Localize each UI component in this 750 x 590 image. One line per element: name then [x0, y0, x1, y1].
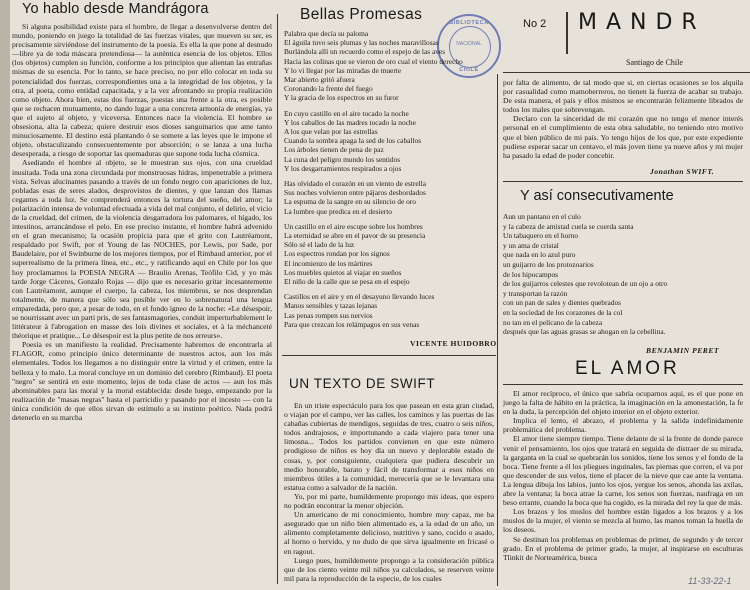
stamp-bottom-text: CHILE [459, 67, 479, 73]
poem-author: VICENTE HUIDOBRO [410, 339, 497, 348]
poem-line: La lumbre que predica en el desierto [284, 206, 392, 216]
poem-line: Sus noches volvieron entre pájaros desbordados [284, 188, 426, 198]
swift-signature: Jonathan SWIFT. [650, 167, 715, 176]
poem-stanza [284, 179, 498, 216]
swift-continuation-paragraph: Declaro con la sinceridad de mi corazón que no tengo el menor interés personal en el cumplimiento de esta obra saludable, no teniendo otro motivo que el bien público de mi país. Yo tengo hijos de los que, por este expediente pudiese esperar sacar un centavo, el más joven tiene ya nueve años y mi mujer ha pasado la edad de poder concebir. [503, 114, 743, 160]
poem-stanza [284, 109, 498, 173]
swift-title: UN TEXTO DE SWIFT [289, 376, 436, 391]
poem-line: Y lo vi llegar por las miradas de muerte [284, 65, 402, 75]
place-line: Santiago de Chile [626, 58, 683, 67]
poem-line: Cuando la sombra apaga la sed de los caballos [284, 136, 422, 146]
amor-paragraph: Los brazos y los muslos del hombre están ligados a los brazos y a los muslos de la mujer, el viento se mezcla al humo, las manos toman la huella de los deseos. [503, 507, 743, 535]
swift-continuation-paragraph: por falta de alimento, de tal modo que si, en ciertas ocasiones se los alquila por casualidad como mamoberreros, no tienen la fuerza de acabar su trabajo. De esta manera, el país y ellos mismos se encontrarán felizmente librados de todos los males que sobrevengan. [503, 78, 743, 115]
consecutivo-title: Y así consecutivamente [520, 188, 674, 204]
poem-line: Mar abierto gritó afuera [284, 75, 355, 85]
poem-line: La cuna del pelígro mundo los sentidos [284, 154, 401, 164]
consecutivo-line: Aun un pantano en el culo [503, 212, 581, 221]
amor-rule [503, 384, 743, 385]
poem-line: La eternidad se abre en el pavor de su presencia [284, 231, 426, 241]
poem-line: Palabra que decía su paloma [284, 29, 369, 38]
poem-line: Burlándola allí un recuerdo como el espejo de las aves [284, 47, 446, 57]
poem-stanza [284, 292, 498, 329]
amor-title: EL AMOR [575, 358, 680, 379]
poem-line: Has olvidado el corazón en un viento de estrella [284, 179, 427, 189]
poem-line: En cuyo castillo en el aire tocado la noche [284, 108, 409, 118]
poem-line: Las penas rompen sus nervios [284, 310, 373, 320]
poem-line: Los muebles quietos al viajar en sueños [284, 267, 402, 277]
right-rule-1 [503, 181, 743, 182]
swift-top-rule [282, 355, 496, 356]
stamp-top-text: BIBLIOTECA [449, 20, 489, 26]
column-rule-1 [277, 14, 278, 584]
consecutivo-line: no tan en el pelícano de la cabeza [503, 317, 603, 327]
consecutivo-line: y la cabeza de amistad cuela se cuerda santa [503, 221, 634, 231]
left-column-title: Yo hablo desde Mandrágora [22, 1, 209, 17]
swift-paragraph: Un americano de mi conocimiento, hombre muy capaz, me ha asegurado que un niño bien alimentado es, a la edad de un año, un alimento completamente delicioso, nutritivo y sano, cocido o asado, al horno o hervido, y no dudo de que sirva igualmente en fricasé o en ragout. [284, 510, 494, 556]
poem-line: Manos sensibles y tazas lejanas [284, 301, 378, 311]
poem-line: El águila tuvo seis plumas y las noches maravillosas [284, 38, 439, 48]
consecutivo-line: de los hipocampos [503, 269, 559, 279]
amor-text [503, 389, 743, 587]
swift-paragraph: En un triste espectáculo para los que pasean en esta gran ciudad, o viajan por el campo, ver las calles, los caminos y las puertas de las cabañas cubiertas de mendigos, seguidas de tres, cuatro o seis niños, todos andrajosos, e importunando a cada viajero para tener una limosna... Todos los partidos convienen en que este número prodigioso de niños es hoy día un nuevo y deplorable estado de cosas, y, por consiguiente, cualquiera que pudiera descubrir un medio honorable, barato y fácil de transformar a esos niños en miembros útiles a la comunidad, merecería que se le levantara una estatua como a salvador de la nación. [284, 401, 494, 492]
consecutivo-line: Un tabaquero en el horno [503, 231, 579, 241]
poem-line: Un castillo en el aire escupe sobre los hombres [284, 221, 423, 231]
poem-line: Los espectros rondan por los signos [284, 249, 390, 259]
issue-number: No 2 [523, 18, 547, 30]
consecutivo-line: después que las aguas grasas se ahogan en la cebellina. [503, 327, 666, 337]
left-paragraph: Si alguna posibilidad existe para el hombre, de llegar a desenvolverse dentro del mundo, poniendo en juego la totalidad de las fuerzas vitales, que mueven su ser, es precisamente sirviéndose del instrumento de la poesía. Es ella la que pone al desnudo —libre ya de toda máscara pretendiosa— la auténtica esencia de los objetos. Ellos (los objetos) cumplen su función, conforme a los principios que alientan las entrañas mismas de su esencia. Por lo tanto, se hace preciso, no por ello colocar en toda su potencialidad dos fuerzas, correspondientes una a la integridad de los objetos, y la otra, al poeta, como entidad capacitada, y a la vez afrontando su propia realización como objeto. Ahora bien, estas dos fuerzas, puestas una frente a la otra, es posible que se rechacen mutuamente, no dando lugar a una concreta armonía de energías, ya que el sujeto al objeto, y viceversa. Entonces nace la violencia. El hombre se obsesiona, alta la cabeza; quiere destruir esos dioses sanguinarios que ame tanto minuciosamente. El destino está plantando ó se somete a las leyes que le impone el objeto, obstaculizando consecuentemente por absorción; o se lanza a una lucha desesperada, a riesgo de soportar las quemaduras que supone toda lucha cósmica. [12, 22, 272, 159]
consecutivo-line: que nada en lo azul puro [503, 250, 576, 260]
poem-stanza [284, 222, 498, 286]
page-fold-edge [0, 0, 10, 590]
swift-paragraph: Yo, por mi parte, humildemente propongo mis ideas, que espero no podrán encontrar la menor objeción. [284, 491, 494, 511]
left-column-text [12, 22, 272, 588]
poem-line: Los árboles tienen de pena de paz [284, 145, 384, 155]
amor-paragraph: Se destinan los problemas en problemas de primer, de segundo y de tercer grado. En el problema de primer grado, la mujer, al inspirarse en esculturas Tlinkit de Norteamérica, busca [503, 534, 743, 562]
swift-continuation [503, 78, 743, 164]
pencil-catalog-mark: 11-33-22-1 [688, 576, 732, 586]
masthead-divider [566, 12, 568, 54]
consecutivo-line: con un pan de sales y dientes quebrados [503, 298, 622, 308]
consecutivo-line: y un ama de cristal [503, 240, 559, 250]
consecutivo-body [503, 212, 743, 350]
masthead-rule [503, 72, 750, 73]
poem-line: Coronando la frente del fuego [284, 84, 373, 94]
poem-line: El niño de la calle que se pesa en el espejo [284, 277, 410, 287]
consecutivo-line: un guijarro de los protozoarios [503, 259, 594, 269]
poem-title: Bellas Promesas [300, 6, 423, 23]
consecutivo-author: BENJAMIN PERET [646, 346, 720, 355]
swift-text [284, 401, 494, 589]
amor-paragraph: El amor recíproco, el único que sabría ocuparnos aquí, es el que pone en juego la falta de hábito en la práctica, la imaginación en la amonestación, la fe en la duda, la percepción del objeto interior en el objeto exterior. [503, 389, 743, 417]
left-paragraph: Poesía es un manifiesto la realidad. Precisamente habremos de encontrarla al FLAGOR, como principio único determinante de nuestros actos, aun los más elementales. Todos los llegamos a no distinguir entre la virtud y el crimen, entre la belleza y lo malo. La moral concluye en un dominio del cerebro (Rimbaud). El poeta "negro" se sentirá en este momento, lejos de toda clase de actos — aun los más abominables para las moral y la moral establecida: desde luego, empezando por la realización de "masas negras" hasta el parricidio y pasando por el incesto — con la única condición de que ellos sirvan de estímulo a su instinto poético. Nada podrá detenerlo en su marcha [12, 340, 272, 423]
poem-line: A los que velan por las estrellas [284, 127, 378, 137]
consecutivo-line: de los guijarros celestes que revolotean de un ojo a otro [503, 279, 668, 289]
poem-stanza [284, 29, 498, 103]
poem-line: Y los caballos de las madres tocado la noche [284, 117, 416, 127]
poem-line: Y la gracia de los espectros en su furor [284, 93, 399, 103]
poem-line: La espuma de la sangre en su silencio de oro [284, 197, 416, 207]
poem-line: El incomienzo de los mártires [284, 258, 373, 268]
poem-line: Castillos en el aire y en el desayuno llevando luces [284, 292, 435, 302]
amor-paragraph: Implica el lento, el abrazo, el problema y la salida indefinidamente problemática del problema. [503, 416, 743, 435]
amor-paragraph: El amor tiene siempre tiempo. Tiene delante de sí la frente de donde parece venir el pensamiento, los ojos que tratará en seguida de distraer de su mirada, la garganta en la cual se quebrarán los sonidos, tiene los senos y el fondo de la boca. Tiene frente a él los pliegues inguinales, las piernas que corren, el va por que descender de sus velos, tiene el placer de la nieve que cae ante la ventana. La lengua dibuja los labios, junto los ojos, yergue los senos, ahonda las axilas, abre la ventana; la boca atrae la carne, los senos son fuerzas, naufraga en un beso errante, cuando la boca que ha cogido, es la mirada del rey la que de más. [503, 434, 743, 508]
consecutivo-line: y transportan la razón [503, 288, 568, 298]
poem-line: Para que crezcan los relámpagos en sus venas [284, 319, 420, 329]
swift-paragraph: Luego pues, humildemente propongo a la consideración pública que de los ciento veinte mil niños ya calculados, se reserven veinte mil para la reproducción de la especie, de los cuales [284, 555, 494, 583]
poem-line: Sólo sé el lado de la luz [284, 240, 355, 250]
consecutivo-line: en la sociedad de los corazones de la col [503, 307, 623, 317]
poem-line: Y los desgarramientos respirados a ojos [284, 163, 402, 173]
masthead-title: MANDR [578, 10, 706, 35]
left-paragraph: Asediando el hombre al objeto, se le muestran sus ojos, con una crueldad inusitada. Toda una zona circundada por monstruosas hidras, impenetrable a primera vista. Selvas alucinantes pasando a través de un fondo negro con apariciones de luz, pobladas esas de seres alados, desprovistos de dientes, y que lanzan dos llamas cegantes a toda luz. Se comprenderá entonces la tortura del sueño, del amor; la polarización intensa de voluntad efectuada a vida del mal conjunto, el delirio, el vicio de la crueldad, del crimen, de la violencia desgarradora los palomares, el hígado, los intestinos, arrancándose el pelo. En ese preciso instante, el hombre habrá advenido en el gran mecanismo; la ocasión propicia para que el grito con Lautréamont, respaldado por Swift, por el Young de las NOCHES, por Lewis, por Sade, por Baudelaire, por el Swinburne de los mejores tiempos, por el Rimbaud anterior, por el superrealismo de la primera línea, etc., etc., y ratificando aquí en Chile por los que hoy proclamamos la POESIA NEGRA — Braulio Arenas, Teófilo Cid, y yo más tarde Jorge Cáceres, Gonzalo Rojas — dijo que es necesario gritar incesantemente con Lautréamont, aunque el cuerpo, la cabeza, los miembros, se nos desprendan totalmente, de manera que sólo sea posible ver en lo sobrenatural una lengua emparedada, pero que, a pesar de todo, en el fondo ígneo de la noche: «Le désespoir, se nourrissant avec un parti pris, de ses fantasmagories, conduit imperturbablement le littérateur à l'abrogation en masse des lois divines et sociales, et à la méchanceté théorique et pratique... Le désespoir est la plus petite de nos erreurs». [12, 158, 272, 341]
poem-body [284, 29, 498, 329]
poem-line: Hacia las colinas que se vieron de oro cual el viento derecho [284, 56, 463, 66]
stamp-mid-text: NACIONAL [456, 41, 482, 47]
